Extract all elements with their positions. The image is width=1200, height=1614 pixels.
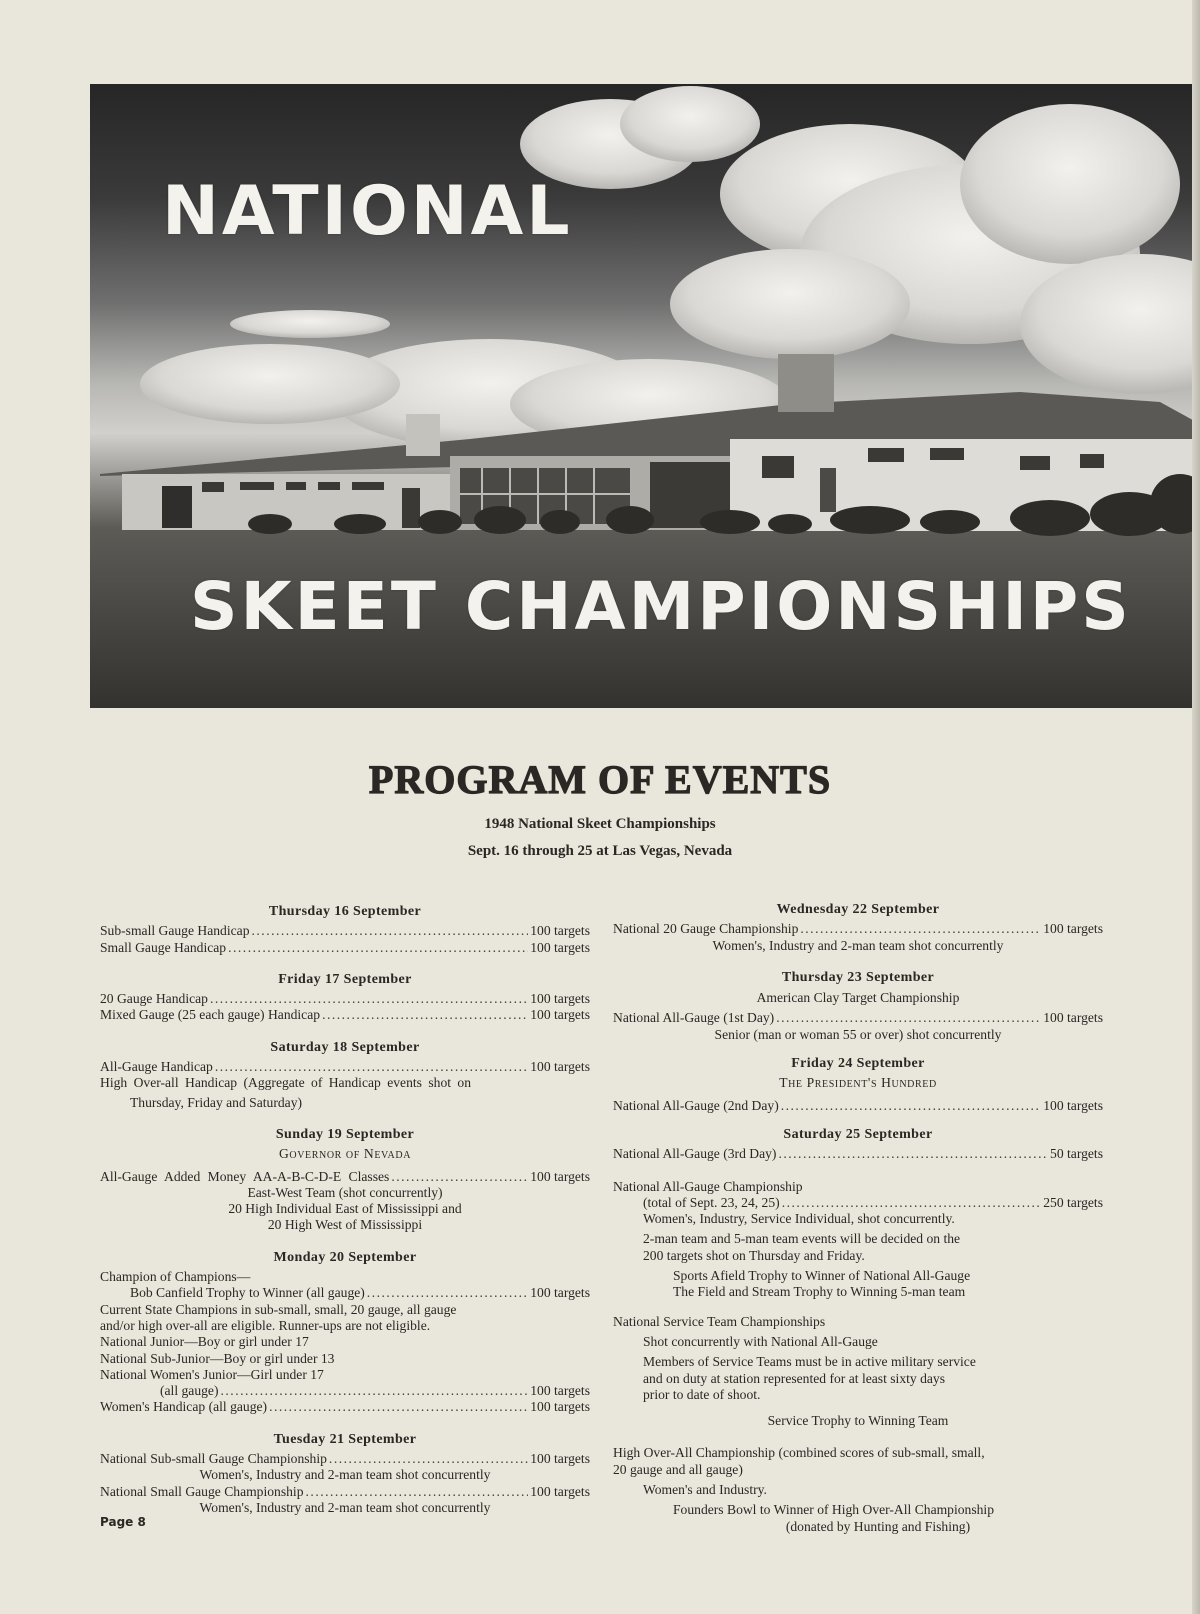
event-note: 20 High West of Mississippi [267,1217,423,1233]
section-all-gauge-championship [613,1179,1103,1301]
event-line [100,1059,590,1075]
leader-dots [800,921,1041,937]
day-heading: Wednesday 22 September [776,902,940,917]
event-text: Women's and Industry. [643,1482,767,1498]
event-targets: 100 targets [530,1399,590,1415]
day-section-sun19 [100,1127,590,1234]
event-text: Members of Service Teams must be in active military service [643,1354,976,1370]
event-note: East-West Team (shot concurrently) [247,1184,443,1200]
event-text: The Field and Stream Trophy to Winning 5-man team [673,1284,966,1300]
hero-title-line1: NATIONAL [162,172,573,251]
event-text: National Women's Junior—Girl under 17 [100,1366,324,1382]
page-title: PROGRAM OF EVENTS [368,757,832,802]
leader-dots [306,1484,529,1500]
day-subheading: American Clay Target Championship [756,990,960,1006]
event-label: (all gauge) [160,1383,219,1399]
event-text: Champion of Champions— [100,1269,251,1285]
event-text: National Junior—Boy or girl under 17 [100,1334,309,1350]
leader-dots [367,1285,528,1301]
day-section-sat18 [100,1040,590,1111]
leader-dots [215,1059,528,1075]
day-subheading: Governor of Nevada [278,1146,412,1162]
event-label: National 20 Gauge Championship [613,921,799,937]
leader-dots [322,1007,528,1023]
event-line [100,923,590,939]
event-line [100,1007,590,1023]
event-text: Sports Afield Trophy to Winner of National All-Gauge [673,1268,971,1284]
event-text: Current State Champions in sub-small, small, 20 gauge, all gauge [100,1301,457,1317]
event-text: High Over-All Championship (combined scores of sub-small, small, [613,1445,985,1461]
event-line [613,1098,1103,1114]
day-heading: Thursday 23 September [781,969,935,985]
event-line [100,1484,590,1500]
event-text: 200 targets shot on Thursday and Friday. [643,1247,865,1263]
event-note: Women's, Industry and 2-man team shot concurrently [712,937,1004,953]
event-label: National Sub-small Gauge Championship [100,1451,327,1467]
leader-dots [776,1010,1041,1026]
event-targets: 100 targets [530,1285,590,1301]
event-label: Mixed Gauge (25 each gauge) Handicap [100,1007,321,1023]
event-targets: 50 targets [1050,1146,1103,1162]
event-targets: 100 targets [530,1383,590,1399]
event-targets: 100 targets [530,1007,590,1023]
section-service-team [613,1314,1103,1430]
event-note: Service Trophy to Winning Team [767,1413,949,1429]
day-section-thu16 [100,904,590,956]
event-text: (donated by Hunting and Fishing) [785,1518,971,1534]
leader-dots [329,1451,528,1467]
event-line [100,1451,590,1467]
event-label: National All-Gauge (2nd Day) [613,1097,779,1113]
event-label: National All-Gauge (3rd Day) [613,1146,777,1162]
event-targets: 100 targets [530,1483,590,1499]
schedule-right-column [613,902,1103,1535]
day-heading: Tuesday 21 September [273,1431,417,1447]
event-note: Women's, Industry and 2-man team shot concurrently [199,1467,491,1483]
event-text: Founders Bowl to Winner of High Over-All Championship [673,1502,994,1518]
event-label: Sub-small Gauge Handicap [100,923,250,939]
day-section-mon20 [100,1250,590,1416]
leader-dots [252,923,529,939]
event-text: National Sub-Junior—Boy or girl under 13 [100,1350,335,1366]
hero-title-line2: SKEET CHAMPIONSHIPS [190,568,1132,645]
section-high-over-all [613,1445,1103,1534]
event-line [100,991,590,1007]
event-text: Thursday, Friday and Saturday) [130,1094,303,1110]
leader-dots [782,1195,1042,1211]
event-text: National All-Gauge Championship [613,1178,803,1194]
day-section-sat25 [613,1127,1103,1163]
schedule-left-column [100,904,590,1516]
event-label: All-Gauge Handicap [100,1059,213,1075]
event-label: Small Gauge Handicap [100,939,227,955]
event-targets: 100 targets [530,1059,590,1075]
event-label: (total of Sept. 23, 24, 25) [643,1194,780,1210]
day-heading: Friday 24 September [791,1056,925,1072]
event-text: National Service Team Championships [613,1313,826,1329]
event-text: Shot concurrently with National All-Gauge [643,1333,878,1349]
event-targets: 100 targets [530,923,590,939]
event-text: 20 gauge and all gauge) [613,1461,743,1477]
leader-dots [210,991,528,1007]
event-label: 20 Gauge Handicap [100,991,208,1007]
day-heading: Monday 20 September [273,1249,417,1265]
day-subheading: The President's Hundred [779,1075,937,1091]
day-section-tue21 [100,1432,590,1516]
event-text: and on duty at station represented for at least sixty days [643,1370,946,1386]
day-heading: Saturday 18 September [270,1039,420,1055]
day-section-thu23 [613,970,1103,1043]
subtitle-event: 1948 National Skeet Championships [484,816,716,832]
event-text: Women's, Industry, Service Individual, shot concurrently. [643,1211,955,1227]
event-label: Bob Canfield Trophy to Winner (all gauge) [130,1285,365,1301]
event-text: prior to date of shoot. [643,1386,761,1402]
event-note: Senior (man or woman 55 or over) shot concurrently [714,1026,1002,1042]
event-line [613,1195,1103,1211]
event-line [613,921,1103,937]
event-line [613,1010,1103,1026]
page-edge [1192,0,1200,1614]
event-text: and/or high over-all are eligible. Runner-ups are not eligible. [100,1317,431,1333]
subtitle-dates: Sept. 16 through 25 at Las Vegas, Nevada [467,843,733,859]
event-label: Women's Handicap (all gauge) [100,1399,268,1415]
day-heading: Friday 17 September [278,971,412,987]
event-targets: 100 targets [530,1451,590,1467]
event-line [613,1146,1103,1162]
event-targets: 100 targets [1043,1097,1103,1113]
day-section-fri24 [613,1056,1103,1114]
event-targets: 100 targets [530,1168,590,1184]
event-line [100,1285,590,1301]
leader-dots [391,1169,528,1185]
hero-photo [90,84,1200,708]
event-note: 20 High Individual East of Mississippi and [228,1201,462,1217]
leader-dots [778,1146,1048,1162]
event-text: High Over-all Handicap (Aggregate of Handicap events shot on [100,1075,472,1091]
event-targets: 100 targets [1043,1010,1103,1026]
leader-dots [269,1399,528,1415]
day-heading: Sunday 19 September [275,1126,415,1142]
page-number: Page 8 [100,1515,146,1529]
event-line [100,940,590,956]
event-line [100,1383,590,1399]
leader-dots [221,1383,529,1399]
event-line [100,1399,590,1415]
event-targets: 100 targets [1043,921,1103,937]
leader-dots [228,940,528,956]
day-heading: Saturday 25 September [783,1126,933,1142]
event-targets: 100 targets [530,991,590,1007]
day-heading: Thursday 16 September [268,904,422,919]
event-note: Women's, Industry and 2-man team shot concurrently [199,1499,491,1515]
event-line [100,1169,590,1185]
day-section-fri17 [100,972,590,1024]
event-text: 2-man team and 5-man team events will be decided on the [643,1231,961,1247]
leader-dots [781,1098,1041,1114]
event-targets: 100 targets [530,939,590,955]
event-label: National All-Gauge (1st Day) [613,1010,775,1026]
event-label: All-Gauge Added Money AA-A-B-C-D-E Classes [100,1168,390,1184]
event-label: National Small Gauge Championship [100,1483,304,1499]
event-targets: 250 targets [1043,1194,1103,1210]
day-section-wed22 [613,902,1103,954]
